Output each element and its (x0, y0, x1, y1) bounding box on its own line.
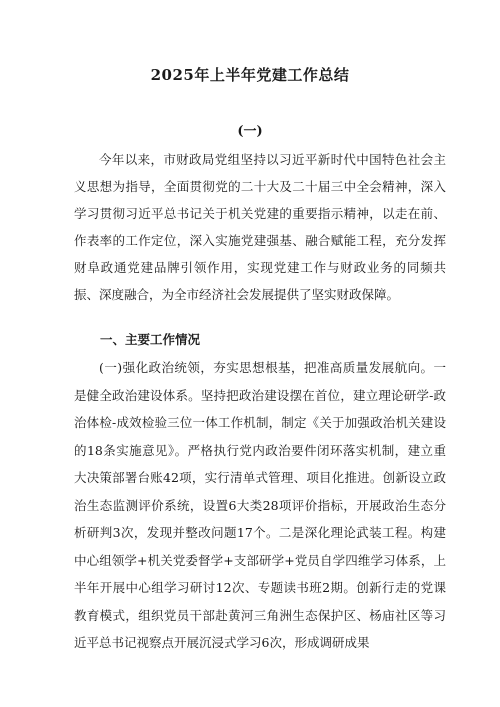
body-text: 一是健全政治建设体系。坚持把政治建设摆在首位，建立理论研学-政治体检-成效检验三位一体工作机制，制定《关于加强政治机关建设的18条实施意见》。严格执行党内政治要件闭环落实机制，建立重大决策部署台账42项，实行清单式管理、项目化推进。创新设立政治生态监测评价系统，设置6大类28项评价指标，开展政治生态分析研判3次，发现并整改问题17个。二是深化理论武装工程。构建中心组领学+机关党委督学+支部研学+党员自学四维学习体系，上半年开展中心组学习研讨12次、专题读书班2期。创新行走的党课教育模式，组织党员干部赴黄河三角洲生态保护区、杨庙社区等习近平总书记视察点开展沉浸式学习6次，形成调研成果 (74, 360, 446, 650)
body-paragraph (74, 354, 446, 657)
section-mark: (一) (237, 124, 263, 139)
subheading-political: (一)强化政治统领，夯实思想根基，把准高质量发展航向。 (99, 360, 434, 375)
heading-main-work: 一、主要工作情况 (100, 332, 201, 347)
document-title: 2025年上半年党建工作总结 (150, 66, 350, 84)
intro-paragraph: 今年以来，市财政局党组坚持以习近平新时代中国特色社会主义思想为指导，全面贯彻党的二十大及二十届三中全会精神，深入学习贯彻习近平总书记关于机关党建的重要指示精神，以走在前、作表率的工作定位，深入实施党建强基、融合赋能工程，充分发挥财阜政通党建品牌引领作用，实现党建工作与财政业务的同频共振、深度融合，为全市经济社会发展提供了坚实财政保障。 (74, 152, 446, 302)
